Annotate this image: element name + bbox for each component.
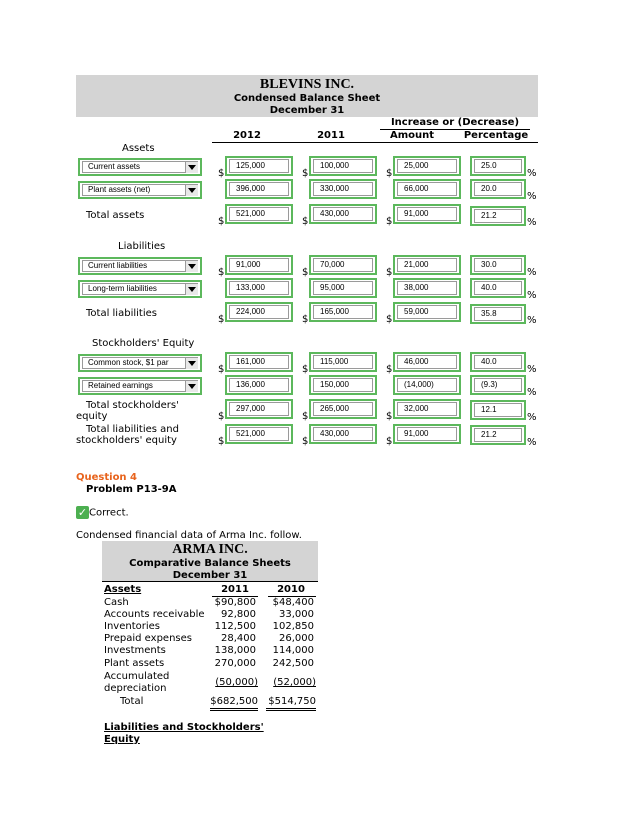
dollar-sign: $ [218,314,225,325]
input-value: 165,000 [320,307,349,316]
input-pct-current-assets[interactable] [470,156,526,176]
input-2012-total-assets[interactable] [225,204,293,224]
arma-row-2010: $48,400 [272,597,314,608]
arma-total-label: Total [120,696,144,707]
input-amount-total-stockholders-equity[interactable] [393,399,461,419]
input-amount-common-stock[interactable] [393,352,461,372]
input-value: 430,000 [320,429,349,438]
dollar-sign: $ [302,168,309,179]
input-value: 521,000 [236,429,265,438]
problem-label: Problem P13-9A [86,484,177,495]
select-value: Common stock, $1 par [88,358,169,367]
arma-row-2010: 242,500 [272,658,314,669]
arma-total-2010: $514,750 [268,696,316,707]
arma-accum-2011: (50,000) [215,677,258,688]
input-amount-total-assets[interactable] [393,204,461,224]
question-intro: Condensed financial data of Arma Inc. follow. [76,530,302,541]
arma-row-2011: 138,000 [214,645,256,656]
label-total-assets: Total assets [86,210,145,221]
input-value: 21.2 [481,211,497,220]
input-2012-total-liab-equity[interactable] [225,424,293,444]
dollar-sign: $ [218,267,225,278]
arma-total-double-rule-2011 [210,708,258,711]
row-label-select-long-term-liabilities[interactable] [78,280,202,298]
arma-row-2010: 102,850 [272,621,314,632]
dollar-sign: $ [218,168,225,179]
percent-sign: % [527,191,537,202]
input-2011-retained-earnings[interactable] [309,375,377,395]
input-value: 38,000 [404,283,429,292]
input-2012-current-assets[interactable] [225,156,293,176]
input-value: 91,000 [404,209,429,218]
dollar-sign: $ [386,411,393,422]
label-total-liabilities: Total liabilities [86,308,157,319]
dollar-sign: $ [302,216,309,227]
input-2011-total-assets[interactable] [309,204,377,224]
arma-row-2011: 28,400 [221,633,256,644]
dropdown-arrow-icon[interactable] [185,358,198,369]
arma-total-2011: $682,500 [210,696,258,707]
select-value: Current assets [88,162,141,171]
input-pct-long-term-liabilities[interactable] [470,278,526,298]
arma-row-label: Inventories [104,621,160,632]
percent-sign: % [527,290,537,301]
section-stockholders-equity: Stockholders' Equity [92,338,195,349]
increase-decrease-header: Increase or (Decrease) [390,117,520,128]
dropdown-arrow-icon[interactable] [185,261,198,272]
input-2012-total-liabilities[interactable] [225,302,293,322]
input-pct-common-stock[interactable] [470,352,526,372]
arma-row-2011: $90,800 [214,597,256,608]
dollar-sign: $ [302,436,309,447]
arma-accum-label-line2: depreciation [104,683,167,694]
input-value: 30.0 [481,260,497,269]
percent-sign: % [527,412,537,423]
label-total-liab-equity-line2: stockholders' equity [76,435,177,446]
input-value: (9.3) [481,380,498,389]
question-title: Question 4 [76,472,137,483]
arma-row-2011: 270,000 [214,658,256,669]
input-2012-long-term-liabilities[interactable] [225,278,293,298]
col-header-2011: 2011 [317,130,345,141]
checkmark-icon: ✓ [77,506,88,519]
input-value: 91,000 [236,260,261,269]
select-value: Plant assets (net) [88,185,151,194]
arma-col-2011: 2011 [221,584,249,595]
input-value: 70,000 [320,260,345,269]
arma-header [102,541,318,581]
input-value: 95,000 [320,283,345,292]
arma-row-2011: 112,500 [214,621,256,632]
row-label-select-common-stock[interactable] [78,354,202,372]
input-pct-current-liabilities[interactable] [470,255,526,275]
row-label-select-retained-earnings[interactable] [78,377,202,395]
input-value: 12.1 [481,405,497,414]
label-total-stockholders-equity-line1: Total stockholders' [86,400,179,411]
dollar-sign: $ [218,436,225,447]
row-label-select-current-assets[interactable] [78,158,202,176]
arma-row-2010: 114,000 [272,645,314,656]
arma-accum-2010: (52,000) [273,677,316,688]
dollar-sign: $ [218,364,225,375]
arma-liab-header-line1: Liabilities and Stockholders' [104,722,264,733]
dollar-sign: $ [386,364,393,375]
input-amount-total-liab-equity[interactable] [393,424,461,444]
input-amount-current-liabilities[interactable] [393,255,461,275]
blevins-header [76,75,538,117]
percent-sign: % [527,437,537,448]
blevins-statement-title: Condensed Balance Sheet [233,93,381,104]
input-value: 32,000 [404,404,429,413]
dropdown-arrow-icon[interactable] [185,162,198,173]
input-value: 46,000 [404,357,429,366]
select-value: Retained earnings [88,381,153,390]
input-2012-total-stockholders-equity[interactable] [225,399,293,419]
arma-statement-date: December 31 [172,570,248,581]
input-2011-total-stockholders-equity[interactable] [309,399,377,419]
dollar-sign: $ [302,411,309,422]
input-value: 100,000 [320,161,349,170]
percent-sign: % [527,168,537,179]
input-value: 21.2 [481,430,497,439]
input-2012-current-liabilities[interactable] [225,255,293,275]
select-value: Current liabilities [88,261,148,270]
input-2011-total-liabilities[interactable] [309,302,377,322]
dropdown-arrow-icon[interactable] [185,381,198,392]
input-2011-total-liab-equity[interactable] [309,424,377,444]
percent-sign: % [527,387,537,398]
blevins-company-name: BLEVINS INC. [259,77,355,92]
arma-row-label: Plant assets [104,658,165,669]
input-2011-current-liabilities[interactable] [309,255,377,275]
label-total-liab-equity-line1: Total liabilities and [86,424,179,435]
arma-header-rule [102,581,318,582]
input-2011-current-assets[interactable] [309,156,377,176]
input-value: 430,000 [320,209,349,218]
section-assets: Assets [122,143,155,154]
label-total-stockholders-equity-line2: equity [76,411,108,422]
arma-row-2010: 33,000 [279,609,314,620]
input-2011-common-stock[interactable] [309,352,377,372]
dollar-sign: $ [302,314,309,325]
input-value: 25,000 [404,161,429,170]
input-value: 91,000 [404,429,429,438]
arma-company-name: ARMA INC. [172,542,248,557]
select-value: Long-term liabilities [88,284,157,293]
dollar-sign: $ [386,168,393,179]
correct-status [76,506,129,519]
dollar-sign: $ [302,267,309,278]
input-value: 150,000 [320,380,349,389]
header-rule-bottom [212,142,538,143]
percent-sign: % [527,364,537,375]
input-value: 40.0 [481,357,497,366]
input-value: 59,000 [404,307,429,316]
arma-row-label: Accounts receivable [104,609,205,620]
input-2012-plant-assets[interactable] [225,179,293,199]
input-pct-plant-assets[interactable] [470,179,526,199]
input-pct-total-liabilities[interactable] [470,304,526,324]
status-text: Correct. [89,507,129,519]
row-label-select-plant-assets[interactable] [78,181,202,199]
dollar-sign: $ [218,216,225,227]
dollar-sign: $ [386,216,393,227]
arma-total-double-rule-2010 [266,708,316,711]
input-value: 297,000 [236,404,265,413]
section-liabilities: Liabilities [118,241,166,252]
input-value: 133,000 [236,283,265,292]
input-2012-retained-earnings[interactable] [225,375,293,395]
arma-row-2011: 92,800 [221,609,256,620]
input-value: 66,000 [404,184,429,193]
input-value: 21,000 [404,260,429,269]
input-pct-retained-earnings[interactable] [470,375,526,395]
percent-sign: % [527,267,537,278]
input-value: 265,000 [320,404,349,413]
input-value: 125,000 [236,161,265,170]
input-value: 20.0 [481,184,497,193]
input-2011-plant-assets[interactable] [309,179,377,199]
input-value: 25.0 [481,161,497,170]
input-value: 35.8 [481,309,497,318]
col-header-percentage: Percentage [463,130,529,141]
input-2011-long-term-liabilities[interactable] [309,278,377,298]
arma-col-2010: 2010 [277,584,305,595]
col-header-amount: Amount [389,130,435,141]
dropdown-arrow-icon[interactable] [185,185,198,196]
input-value: 136,000 [236,380,265,389]
input-value: 115,000 [320,357,349,366]
input-amount-plant-assets[interactable] [393,179,461,199]
dollar-sign: $ [386,267,393,278]
arma-accum-label-line1: Accumulated [104,671,170,682]
input-value: 396,000 [236,184,265,193]
input-amount-long-term-liabilities[interactable] [393,278,461,298]
arma-row-2010: 26,000 [279,633,314,644]
arma-statement-title: Comparative Balance Sheets [129,558,291,569]
dollar-sign: $ [302,364,309,375]
input-amount-total-liabilities[interactable] [393,302,461,322]
col-header-2012: 2012 [233,130,261,141]
input-value: 224,000 [236,307,265,316]
arma-liab-header-line2: Equity [104,734,140,745]
percent-sign: % [527,217,537,228]
input-value: (14,000) [404,380,434,389]
dollar-sign: $ [386,314,393,325]
dollar-sign: $ [218,411,225,422]
dropdown-arrow-icon[interactable] [185,284,198,295]
percent-sign: % [527,315,537,326]
input-amount-current-assets[interactable] [393,156,461,176]
input-value: 161,000 [236,357,265,366]
input-value: 40.0 [481,283,497,292]
dollar-sign: $ [386,436,393,447]
arma-row-label: Cash [104,597,129,608]
input-value: 330,000 [320,184,349,193]
input-value: 521,000 [236,209,265,218]
arma-assets-header: Assets [104,584,142,595]
arma-row-label: Investments [104,645,166,656]
input-pct-total-assets[interactable] [470,206,526,226]
input-pct-total-stockholders-equity[interactable] [470,400,526,420]
input-pct-total-liab-equity[interactable] [470,425,526,445]
arma-row-label: Prepaid expenses [104,633,192,644]
input-amount-retained-earnings[interactable] [393,375,461,395]
row-label-select-current-liabilities[interactable] [78,257,202,275]
input-2012-common-stock[interactable] [225,352,293,372]
blevins-statement-date: December 31 [269,105,345,116]
